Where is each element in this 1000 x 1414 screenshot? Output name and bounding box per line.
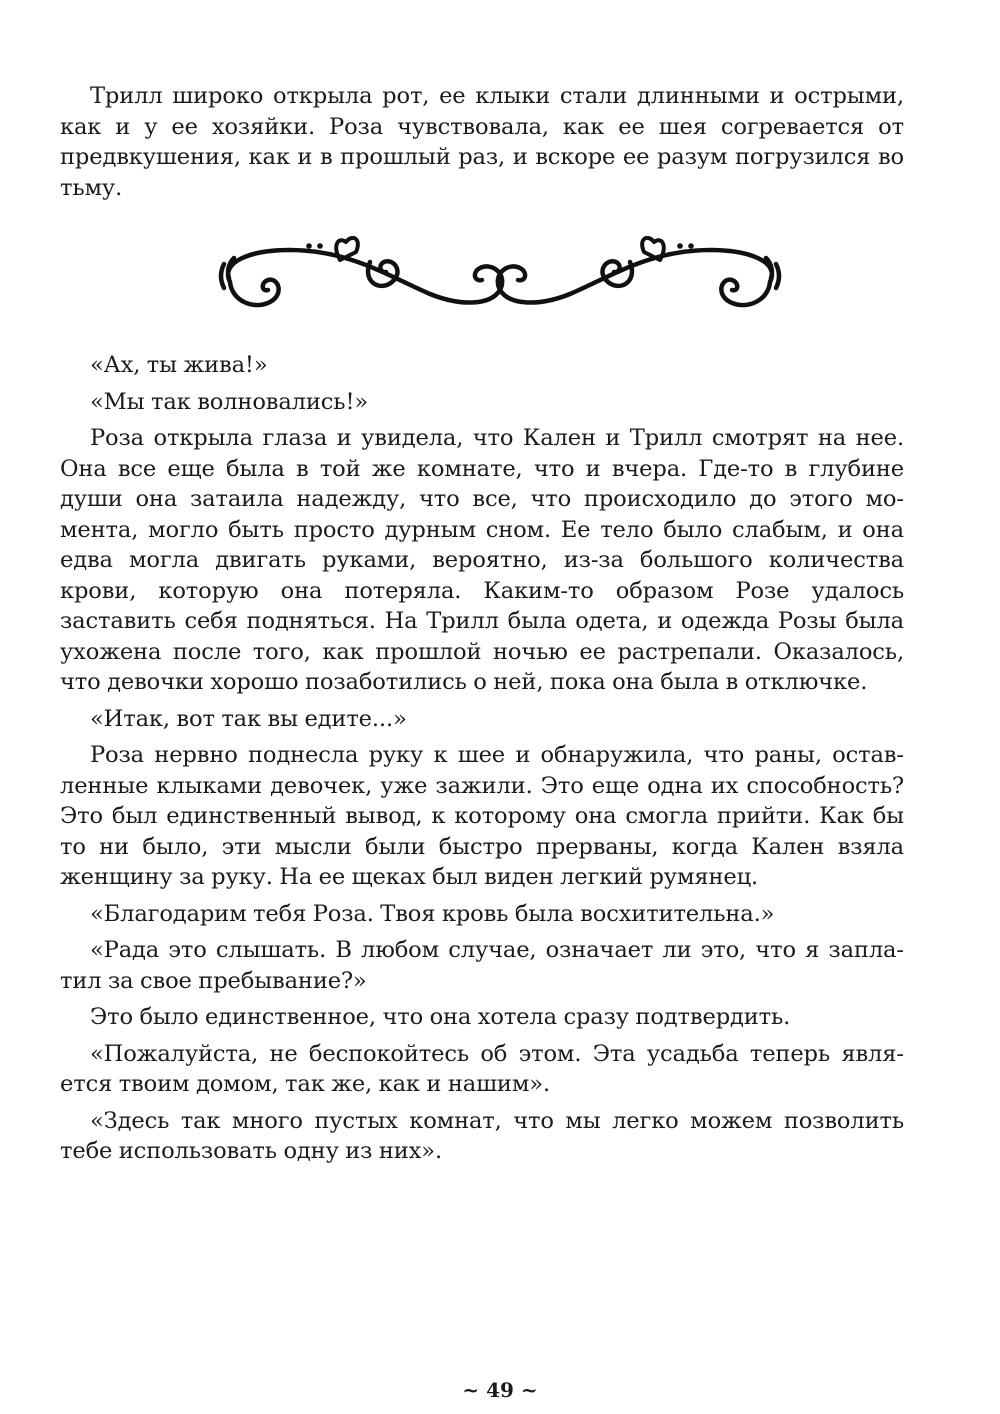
paragraph: «Рада это слышать. В любом случае, означает ли это, что я заплатил за свое пребывание?» [60, 937, 904, 994]
paragraph: «Пожалуйста, не беспокойтесь об этом. Эта усадьба теперь является твоим домом, так же, как и нашим». [60, 1040, 904, 1097]
ornament-divider-icon [210, 222, 790, 322]
ornament-right-swirl [498, 238, 779, 305]
paragraph: Роза открыла глаза и увидела, что Кален и Трилл смотрят на нее. Она все еще была в той же комнате, что и вчера. Где-то в глубине души она затаила надежду, что все, что происходило до этого момента, могло быть просто дурным сном. Ее тело было слабым, и она едва могла двигать руками, вероятно, из-за большого количества крови, которую она потеряла. Каким-то образом Розе удалось заставить себя подняться. На Трилл была одета, и одежда Розы была ухожена после того, как прошлой ночью ее растрепали. Оказалось, что девочки хорошо позаботились о ней, пока она была в отключке. [60, 425, 904, 695]
ornament-left-swirl [221, 238, 502, 305]
paragraph: «Ах, ты жива!» [90, 352, 268, 378]
page-number: ~ 49 ~ [462, 1378, 538, 1402]
paragraph: Это было единственное, что она хотела сразу подтвердить. [90, 1004, 791, 1030]
paragraph: Роза нервно поднесла руку к шее и обнаружила, что раны, оставленные клыками девочек, уже зажили. Это еще одна их способность? Это был единственный вывод, к которому она смогла прийти. Как бы то ни было, эти мысли были быстро прерваны, когда Кален взяла женщину за руку. На ее щеках был виден легкий румянец. [60, 742, 904, 890]
opening-text-block [60, 81, 904, 209]
paragraph: Трилл широко открыла рот, ее клыки стали длинными и острыми, как и у ее хозяйки. Роза чувствовала, как ее шея согревается от предвкушения, как и в прошлый раз, и вскоре ее разум погрузился во тьму. [60, 83, 904, 201]
paragraph: «Здесь так много пустых комнат, что мы легко можем позволить тебе использовать одну из них». [60, 1107, 904, 1164]
paragraph: «Итак, вот так вы едите...» [90, 705, 407, 732]
paragraph: «Благодарим тебя Роза. Твоя кровь была восхитительна.» [90, 900, 775, 927]
main-text-block [60, 350, 904, 1173]
paragraph: «Мы так волновались!» [90, 388, 369, 415]
